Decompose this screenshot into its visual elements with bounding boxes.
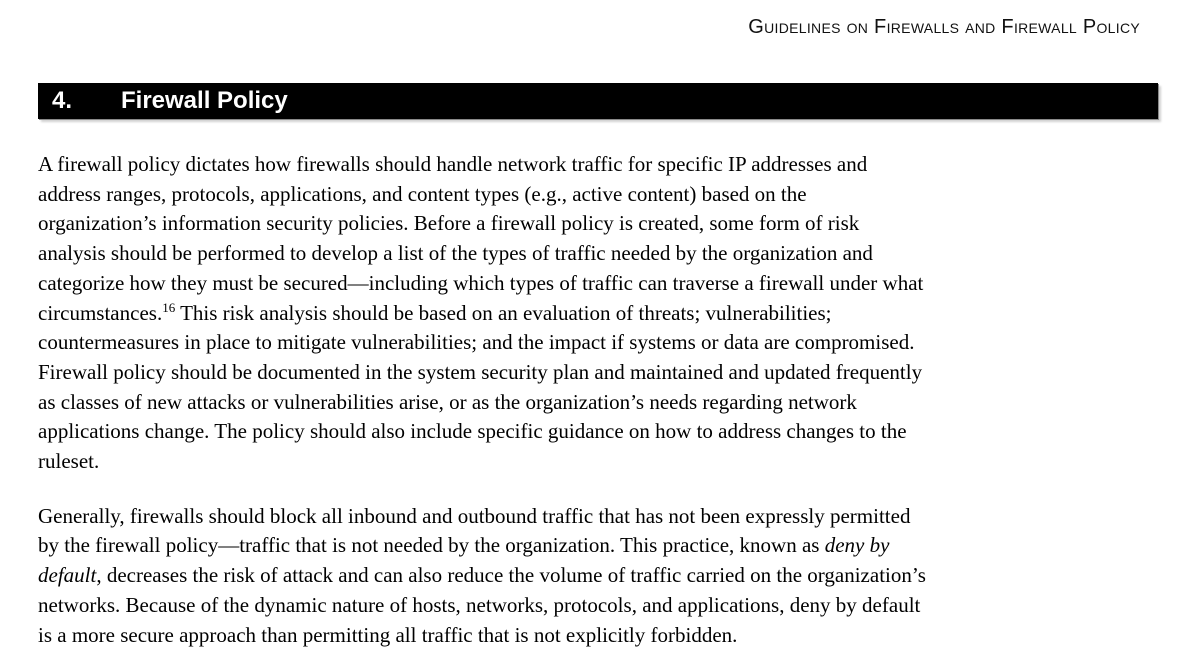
text-segment: networks. Because of the dynamic nature of hosts, networks, protocols, and applications, deny by default xyxy=(38,592,921,617)
text-line xyxy=(38,150,1162,180)
text-segment: is a more secure approach than permitting all traffic that is not explicitly forbidden. xyxy=(38,622,738,647)
text-segment: ruleset. xyxy=(38,449,100,474)
text-segment: applications change. The policy should also include specific guidance on how to address changes to the xyxy=(38,419,907,444)
text-segment: countermeasures in place to mitigate vulnerabilities; and the impact if systems or data are compromised. xyxy=(38,330,915,355)
text-segment: Firewall policy should be documented in the system security plan and maintained and updated frequently xyxy=(38,359,923,384)
text-line xyxy=(38,299,1162,329)
text-segment: deny by xyxy=(824,533,890,558)
text-segment: default xyxy=(38,563,97,588)
text-line xyxy=(38,531,1162,561)
text-segment: circumstances. xyxy=(38,300,163,325)
text-segment: categorize how they must be secured—including which types of traffic can traverse a firewall under what xyxy=(38,270,924,295)
text-line xyxy=(38,447,1162,477)
text-line xyxy=(38,502,1162,532)
text-segment: Generally, firewalls should block all inbound and outbound traffic that has not been expressly permitted xyxy=(38,503,911,528)
text-segment: A firewall policy dictates how firewalls should handle network traffic for specific IP addresses and xyxy=(38,152,868,176)
text-line xyxy=(38,591,1162,621)
section-number: 4. xyxy=(52,87,73,114)
footnote-reference: 16 xyxy=(162,299,176,315)
text-segment: This risk analysis should be based on an evaluation of threats; vulnerabilities; xyxy=(175,300,832,325)
section-title: Firewall Policy xyxy=(121,87,288,114)
text-line xyxy=(38,388,1162,418)
running-header-text: Guidelines on Firewalls and Firewall Policy xyxy=(748,16,1140,38)
text-line xyxy=(38,180,1162,210)
text-line xyxy=(38,239,1162,269)
section-heading-banner xyxy=(38,83,1158,119)
text-line xyxy=(38,269,1162,299)
running-header xyxy=(38,16,1140,39)
text-segment: , decreases the risk of attack and can also reduce the volume of traffic carried on the organization’s xyxy=(96,563,926,588)
text-segment: by the firewall policy—traffic that is not needed by the organization. This practice, known as xyxy=(38,533,825,558)
text-segment: as classes of new attacks or vulnerabilities arise, or as the organization’s needs regarding network xyxy=(38,389,857,414)
body-text xyxy=(38,150,1162,672)
paragraph xyxy=(38,150,1162,477)
paragraph xyxy=(38,502,1162,651)
text-line xyxy=(38,358,1162,388)
text-line xyxy=(38,209,1162,239)
text-line xyxy=(38,621,1162,651)
text-segment: organization’s information security policies. Before a firewall policy is created, some form of risk xyxy=(38,211,860,236)
text-line xyxy=(38,561,1162,591)
text-line xyxy=(38,328,1162,358)
text-line xyxy=(38,417,1162,447)
text-segment: analysis should be performed to develop a list of the types of traffic needed by the organization and xyxy=(38,241,873,266)
text-segment: address ranges, protocols, applications, and content types (e.g., active content) based on the xyxy=(38,181,807,206)
